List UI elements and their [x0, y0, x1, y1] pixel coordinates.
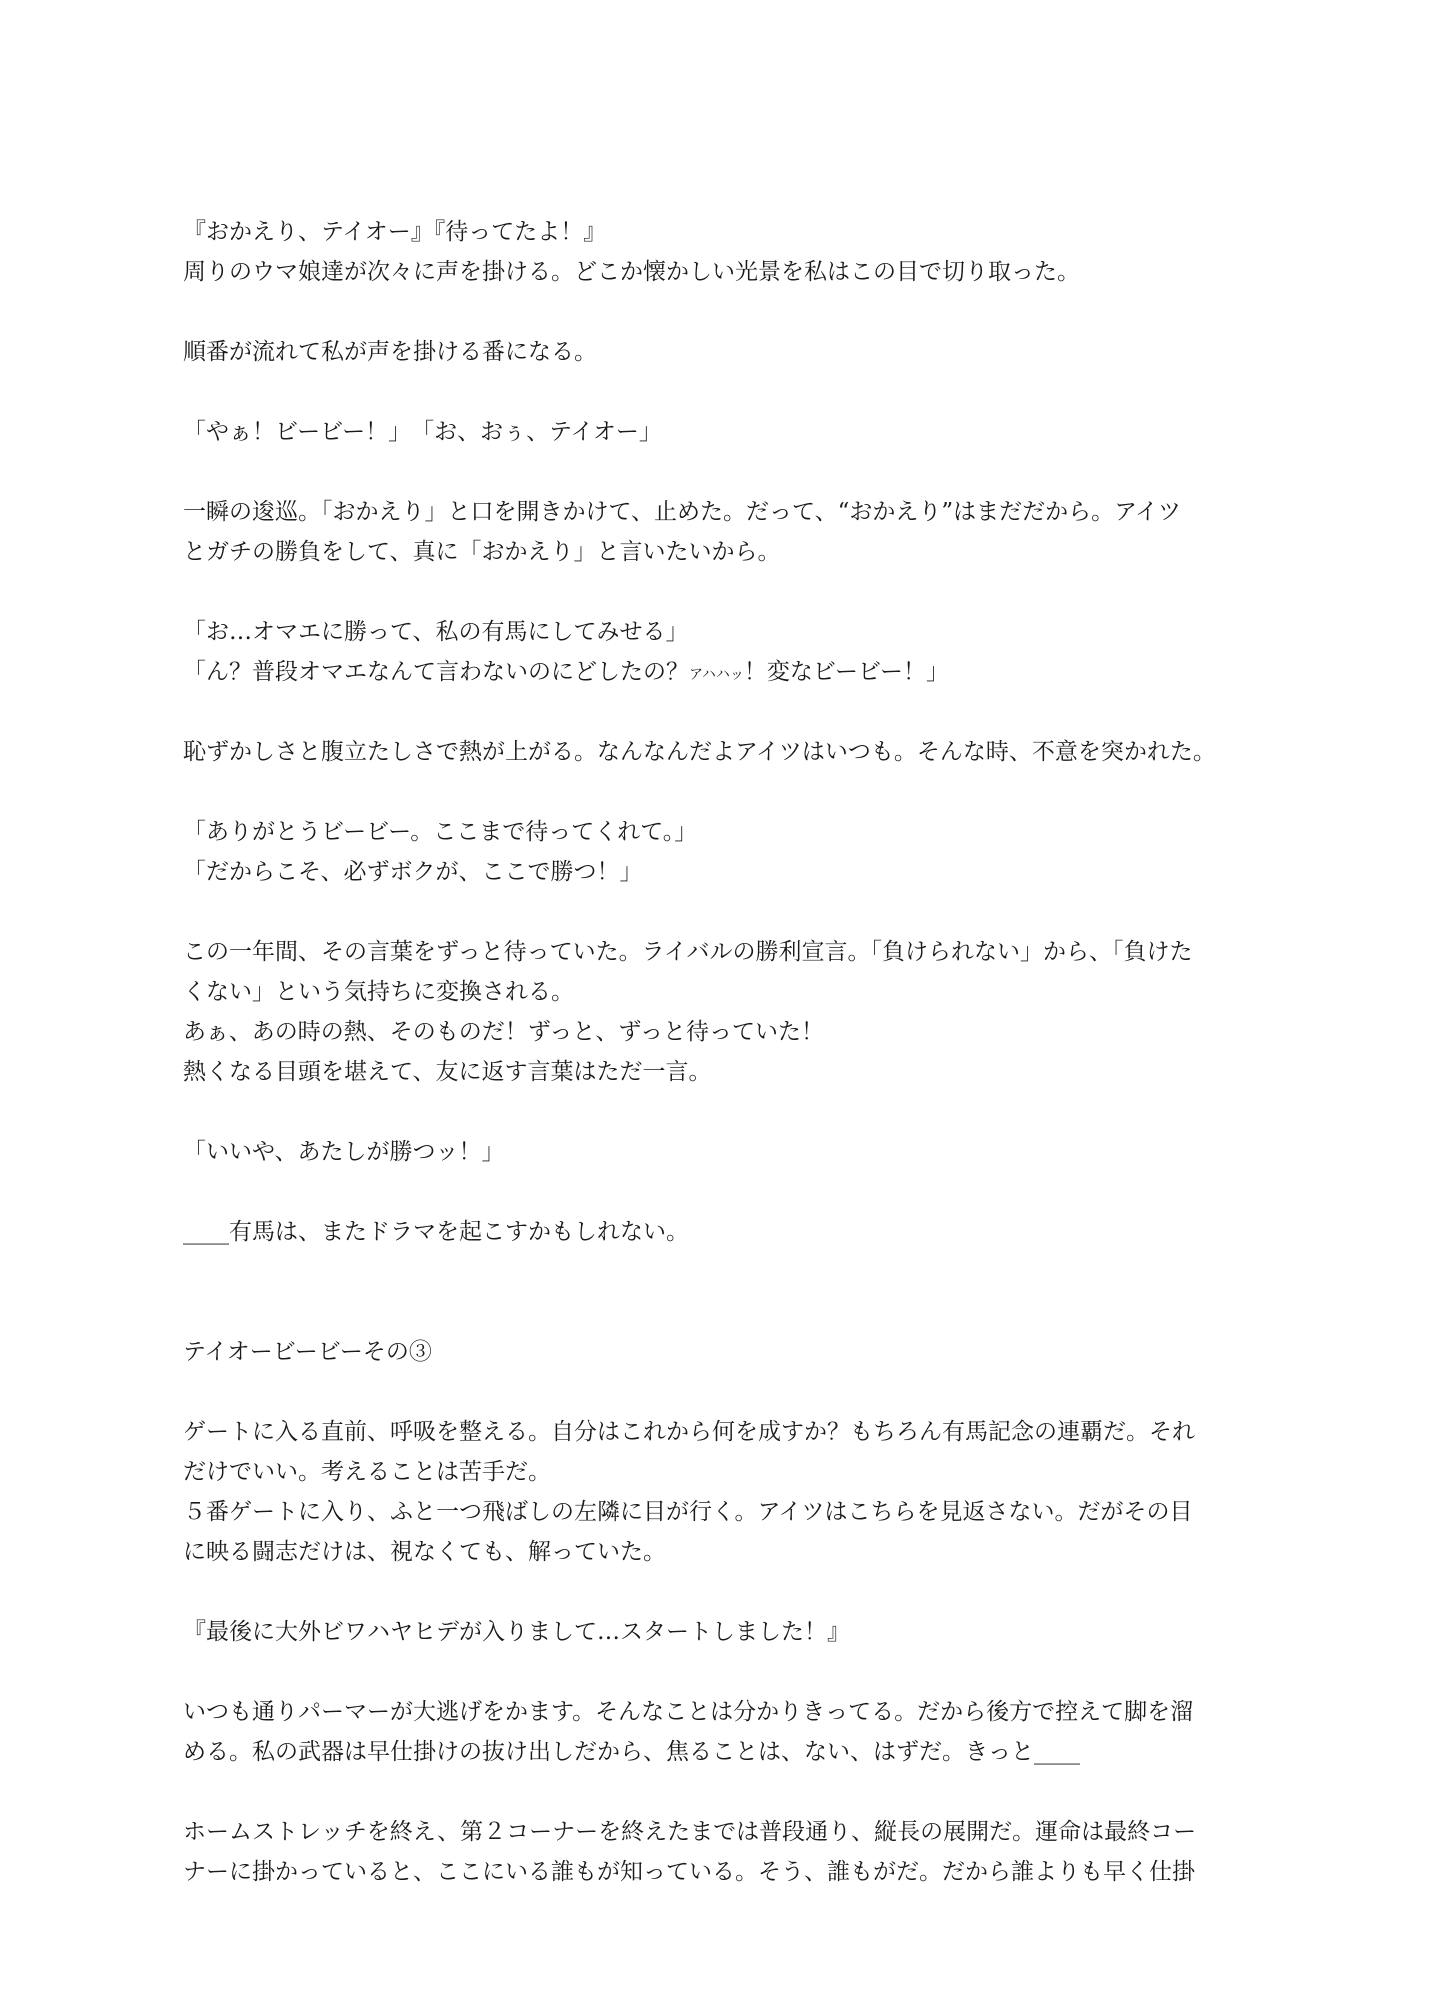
section-heading: テイオービービーその③: [183, 1339, 432, 1365]
text-line: ナーに掛かっていると、ここにいる誰もが知っている。そう、誰もがだ。だから誰よりも早く仕掛: [183, 1859, 1195, 1885]
text-line: 「お…オマエに勝って、私の有馬にしてみせる」: [183, 619, 689, 645]
paragraph-gap: [183, 1372, 1253, 1412]
text-line: 順番が流れて私が声を掛ける番になる。: [183, 339, 597, 365]
paragraph-gap: [183, 692, 1253, 732]
paragraph-gap: [183, 372, 1253, 412]
text-line: 「ありがとうビービー。ここまで待ってくれて。」: [183, 819, 698, 845]
text-line: ホームストレッチを終え、第２コーナーを終えたまでは普段通り、縦長の展開だ。運命は最終コー: [183, 1819, 1197, 1845]
text-line: いつも通りパーマーが大逃げをかます。そんなことは分かりきってる。だから後方で控えて脚を溜: [183, 1699, 1194, 1725]
paragraph-gap: [183, 572, 1253, 612]
paragraph-gap: [183, 292, 1253, 332]
dialogue-part: 「ん？普段オマエなんて言わないのにどしたの？: [183, 659, 689, 685]
text-line: 「だからこそ、必ずボクが、ここで勝つ！」: [183, 859, 643, 885]
dialogue-part: ！変なビービー！」: [743, 659, 950, 685]
text-line: 恥ずかしさと腹立たしさで熱が上がる。なんなんだよアイツはいつも。そんな時、不意を突かれた。: [183, 739, 1216, 765]
text-line: だけでいい。考えることは苦手だ。: [183, 1459, 551, 1485]
text-line: 「いいや、あたしが勝つッ！」: [183, 1139, 505, 1165]
text-line: あぁ、あの時の熱、そのものだ！ずっと、ずっと待っていた！: [183, 1019, 825, 1045]
paragraph-gap: [183, 772, 1253, 812]
text-line: ____有馬は、またドラマを起こすかもしれない。: [183, 1219, 689, 1245]
text-line: める。私の武器は早仕掛けの抜け出しだから、焦ることは、ない、はずだ。きっと____: [183, 1739, 1080, 1765]
text-line: 周りのウマ娘達が次々に声を掛ける。どこか懐かしい光景を私はこの目で切り取った。: [183, 259, 1080, 285]
paragraph-gap: [183, 1172, 1253, 1212]
text-line: 『最後に大外ビワハヤヒデが入りまして…スタートしました！』: [183, 1619, 850, 1645]
paragraph-gap: [183, 1652, 1253, 1692]
text-line: ５番ゲートに入り、ふと一つ飛ばしの左隣に目が行く。アイツはこちらを見返さない。だがその目: [183, 1499, 1193, 1525]
paragraph-gap: [183, 892, 1253, 932]
paragraph-gap: [183, 1772, 1253, 1812]
paragraph-gap: [183, 1092, 1253, 1132]
text-line: 『おかえり、テイオー』『待ってたよ！』: [183, 219, 607, 245]
text-line: 一瞬の逡巡。「おかえり」と口を開きかけて、止めた。だって、“おかえり”はまだだから。アイツ: [183, 499, 1182, 525]
text-line: とガチの勝負をして、真に「おかえり」と言いたいから。: [183, 539, 781, 565]
text-line: 「やぁ！ビービー！」 「お、おぅ、テイオー」: [183, 419, 662, 445]
text-line: 熱くなる目頭を堪えて、友に返す言葉はただ一言。: [183, 1059, 712, 1085]
paragraph-gap: [183, 452, 1253, 492]
paragraph-gap: [183, 1572, 1253, 1612]
text-line: この一年間、その言葉をずっと待っていた。ライバルの勝利宣言。「負けられない」から、「負けた: [183, 939, 1193, 965]
story-text: [183, 212, 1253, 1892]
text-line: ゲートに入る直前、呼吸を整える。自分はこれから何を成すか？もちろん有馬記念の連覇だ。それ: [183, 1419, 1195, 1445]
text-line: に映る闘志だけは、視なくても、解っていた。: [183, 1539, 666, 1565]
section-gap: [183, 1252, 1253, 1332]
text-line: くない」という気持ちに変換される。: [183, 979, 574, 1005]
laugh-small-text: アハハッ: [689, 667, 744, 683]
text-line: [183, 652, 1253, 692]
